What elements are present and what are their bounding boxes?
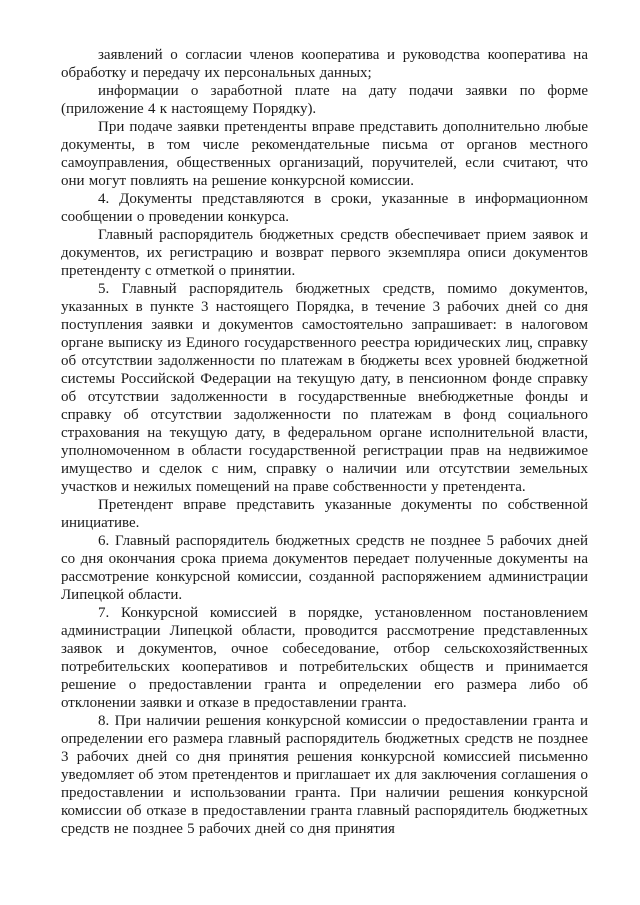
paragraph-continuation-consent: заявлений о согласии членов кооператива и руководства кооператива на обработку и передачу их персональных данных; bbox=[61, 47, 588, 81]
document-text-block bbox=[61, 46, 588, 838]
paragraph-registration: Главный распорядитель бюджетных средств обеспечивает прием заявок и документов, их регистрацию и возврат первого экземпляра описи документов претенденту с отметкой о принятии. bbox=[61, 227, 588, 279]
paragraph-salary-info: информации о заработной плате на дату подачи заявки по форме (приложение 4 к настоящему Порядку). bbox=[61, 83, 588, 117]
paragraph-item-6: 6. Главный распорядитель бюджетных средств не позднее 5 рабочих дней со дня окончания срока приема документов передает полученные документы на рассмотрение конкурсной комиссии, созданной распоряжением администрации Липецкой области. bbox=[61, 533, 588, 603]
paragraph-own-initiative: Претендент вправе представить указанные документы по собственной инициативе. bbox=[61, 497, 588, 531]
paragraph-item-8: 8. При наличии решения конкурсной комиссии о предоставлении гранта и определении его размера главный распорядитель бюджетных средств не позднее 3 рабочих дней со дня принятия решения конкурсной комиссией письменно уведомляет об этом претендентов и приглашает их для заключения соглашения о предоставлении и использовании гранта. При наличии решения конкурсной комиссии об отказе в предоставлении гранта главный распорядитель бюджетных средств не позднее 5 рабочих дней со дня принятия bbox=[61, 713, 588, 837]
paragraph-item-7: 7. Конкурсной комиссией в порядке, установленном постановлением администрации Липецкой области, проводится рассмотрение представленных заявок и документов, очное собеседование, отбор сельскохозяйственных потребительских кооперативов и потребительских обществ и принимается решение о предоставлении гранта и определении его размера либо об отклонении заявки и отказе в предоставлении гранта. bbox=[61, 605, 588, 711]
paragraph-additional-documents: При подаче заявки претенденты вправе представить дополнительно любые документы, в том числе рекомендательные письма от органов местного самоуправления, общественных организаций, поручителей, если считают, что они могут повлиять на решение конкурсной комиссии. bbox=[61, 119, 588, 189]
paragraph-item-4: 4. Документы представляются в сроки, указанные в информационном сообщении о проведении конкурса. bbox=[61, 191, 588, 225]
paragraph-item-5: 5. Главный распорядитель бюджетных средств, помимо документов, указанных в пункте 3 настоящего Порядка, в течение 3 рабочих дней со дня поступления заявки и документов самостоятельно запрашивает: в налоговом органе выписку из Единого государственного реестра юридических лиц, справку об отсутствии задолженности по платежам в бюджеты всех уровней бюджетной системы Российской Федерации на текущую дату, в пенсионном фонде справку об отсутствии задолженности в государственные внебюджетные фонды и справку об отсутствии задолженности по платежам в фонд социального страхования на текущую дату, в федеральном органе исполнительной власти, уполномоченном в области государственной регистрации прав на недвижимое имущество и сделок с ним, справку о наличии или отсутствии земельных участков и нежилых помещений на праве собственности у претендента. bbox=[61, 281, 588, 495]
